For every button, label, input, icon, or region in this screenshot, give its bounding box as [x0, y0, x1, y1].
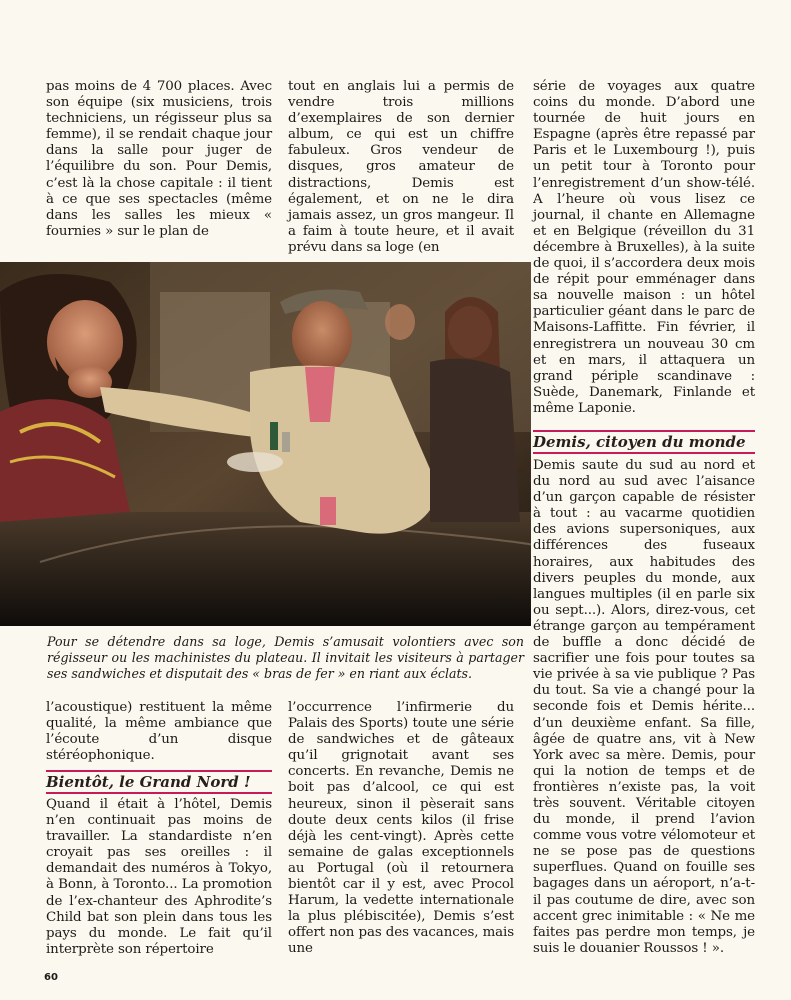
- paragraph: l’occurrence l’infirmerie du Palais des Sports) toute une série de sandwiches et de gâteaux qu’il grignotait avant ses concerts. En revanche, Demis ne boit pas d’alcool, ce qui est heureux, sinon il pèserait sans doute deux cents kilos (il frise déjà les cent-vingt). Après cette semaine de galas exceptionnels au Portugal (où il retournera bientôt car il y est, avec Procol Harum, la vedette internationale la plus plébiscitée), Demis s’est offert non pas des vacances, mais une: [288, 700, 514, 957]
- paragraph: Demis saute du sud au nord et du nord au sud avec l’aisance d’un garçon capable de résister à tout : au vacarme quotidien des avions supersoniques, aux différences des fuseaux horaires, aux habitudes des divers peuples du monde, aux langues multiples (il en parle six ou sept...). Alors, direz-vous, cet étrange garçon au tempérament de buffle a donc décidé de sacrifier une fois pour toutes sa vie privée à sa vie publique ? Pas du tout. Sa vie a changé pour la seconde fois et Demis hérite... d’un deuxième enfant. Sa fille, âgée de quatre ans, vit à New York avec sa mère. Demis, pour qui la notion de temps et de frontières n’existe pas, la voit très souvent. Véritable citoyen du monde, il prend l’avion comme vous votre vélomoteur et ne se pose pas de questions superflues. Quand on fouille ses bagages dans un aéroport, n’a-t-il pas coutume de dire, avec son accent grec inimitable : « Ne me faites pas perdre mon temps, je suis le douanier Roussos ! ».: [533, 458, 755, 956]
- paragraph: tout en anglais lui a permis de vendre trois millions d’exemplaires de son dernier album, ce qui est un chiffre fabuleux. Gros vendeur de disques, gros amateur de distractions, Demis est également, et on ne le dira jamais assez, un gros mangeur. Il a faim à toute heure, et il avait prévu dans sa loge (en: [288, 79, 514, 255]
- paragraph: pas moins de 4 700 places. Avec son équipe (six musiciens, trois techniciens, un régisseur plus sa femme), il se rendait chaque jour dans la salle pour juger de l’équilibre du son. Pour Demis, c’est là la chose capitale : il tient à ce que ses spectacles (même dans les salles les mieux « fournies » sur le plan de: [46, 79, 272, 239]
- column-2-bottom: [288, 700, 514, 958]
- paragraph: l’acoustique) restituent la même qualité, la même ambiance que l’écoute d’un disque stéréophonique.: [46, 700, 272, 764]
- section-heading-text: Demis, citoyen du monde: [533, 433, 746, 451]
- photo-arm-wrestling: [0, 262, 531, 626]
- column-1-bottom-a: [46, 700, 272, 764]
- column-2-top: [288, 79, 514, 256]
- column-1-top: [46, 79, 272, 240]
- column-3-bottom: [533, 458, 755, 957]
- paragraph: série de voyages aux quatre coins du monde. D’abord une tournée de huit jours en Espagne (après être repassé par Paris et le Luxembourg !), puis un petit tour à Toronto pour l’enregistrement d’un show-télé. A l’heure où vous lisez ce journal, il chante en Allemagne et en Belgique (réveillon du 31 décembre à Bruxelles), à la suite de quoi, il s’accordera deux mois de répit pour emménager dans sa nouvelle maison : un hôtel particulier géant dans le parc de Maisons-Laffitte. Fin février, il enregistrera un nouveau 30 cm et en mars, il attaquera un grand périple scandinave : Suède, Danemark, Finlande et même Laponie.: [533, 79, 755, 416]
- page-number: 60: [44, 972, 58, 983]
- paragraph: Quand il était à l’hôtel, Demis n’en continuait pas moins de travailler. La standardiste n’en croyait pas ses oreilles : il demandait des numéros à Tokyo, à Bonn, à Toronto... La promotion de l’ex-chanteur des Aphrodite’s Child bat son plein dans tous les pays du monde. Le fait qu’il interprète son répertoire: [46, 797, 272, 957]
- column-1-bottom-b: [46, 797, 272, 958]
- section-heading-grand-nord: [46, 770, 272, 794]
- column-3-top: [533, 79, 755, 417]
- section-heading-citoyen: [533, 430, 755, 454]
- photo-caption: [47, 634, 524, 682]
- section-heading-text: Bientôt, le Grand Nord !: [46, 773, 251, 791]
- caption-text: Pour se détendre dans sa loge, Demis s’amusait volontiers avec son régisseur ou les machinistes du plateau. Il invitait les visiteurs à partager ses sandwiches et disputait des « bras de fer » en riant aux éclats.: [47, 634, 524, 681]
